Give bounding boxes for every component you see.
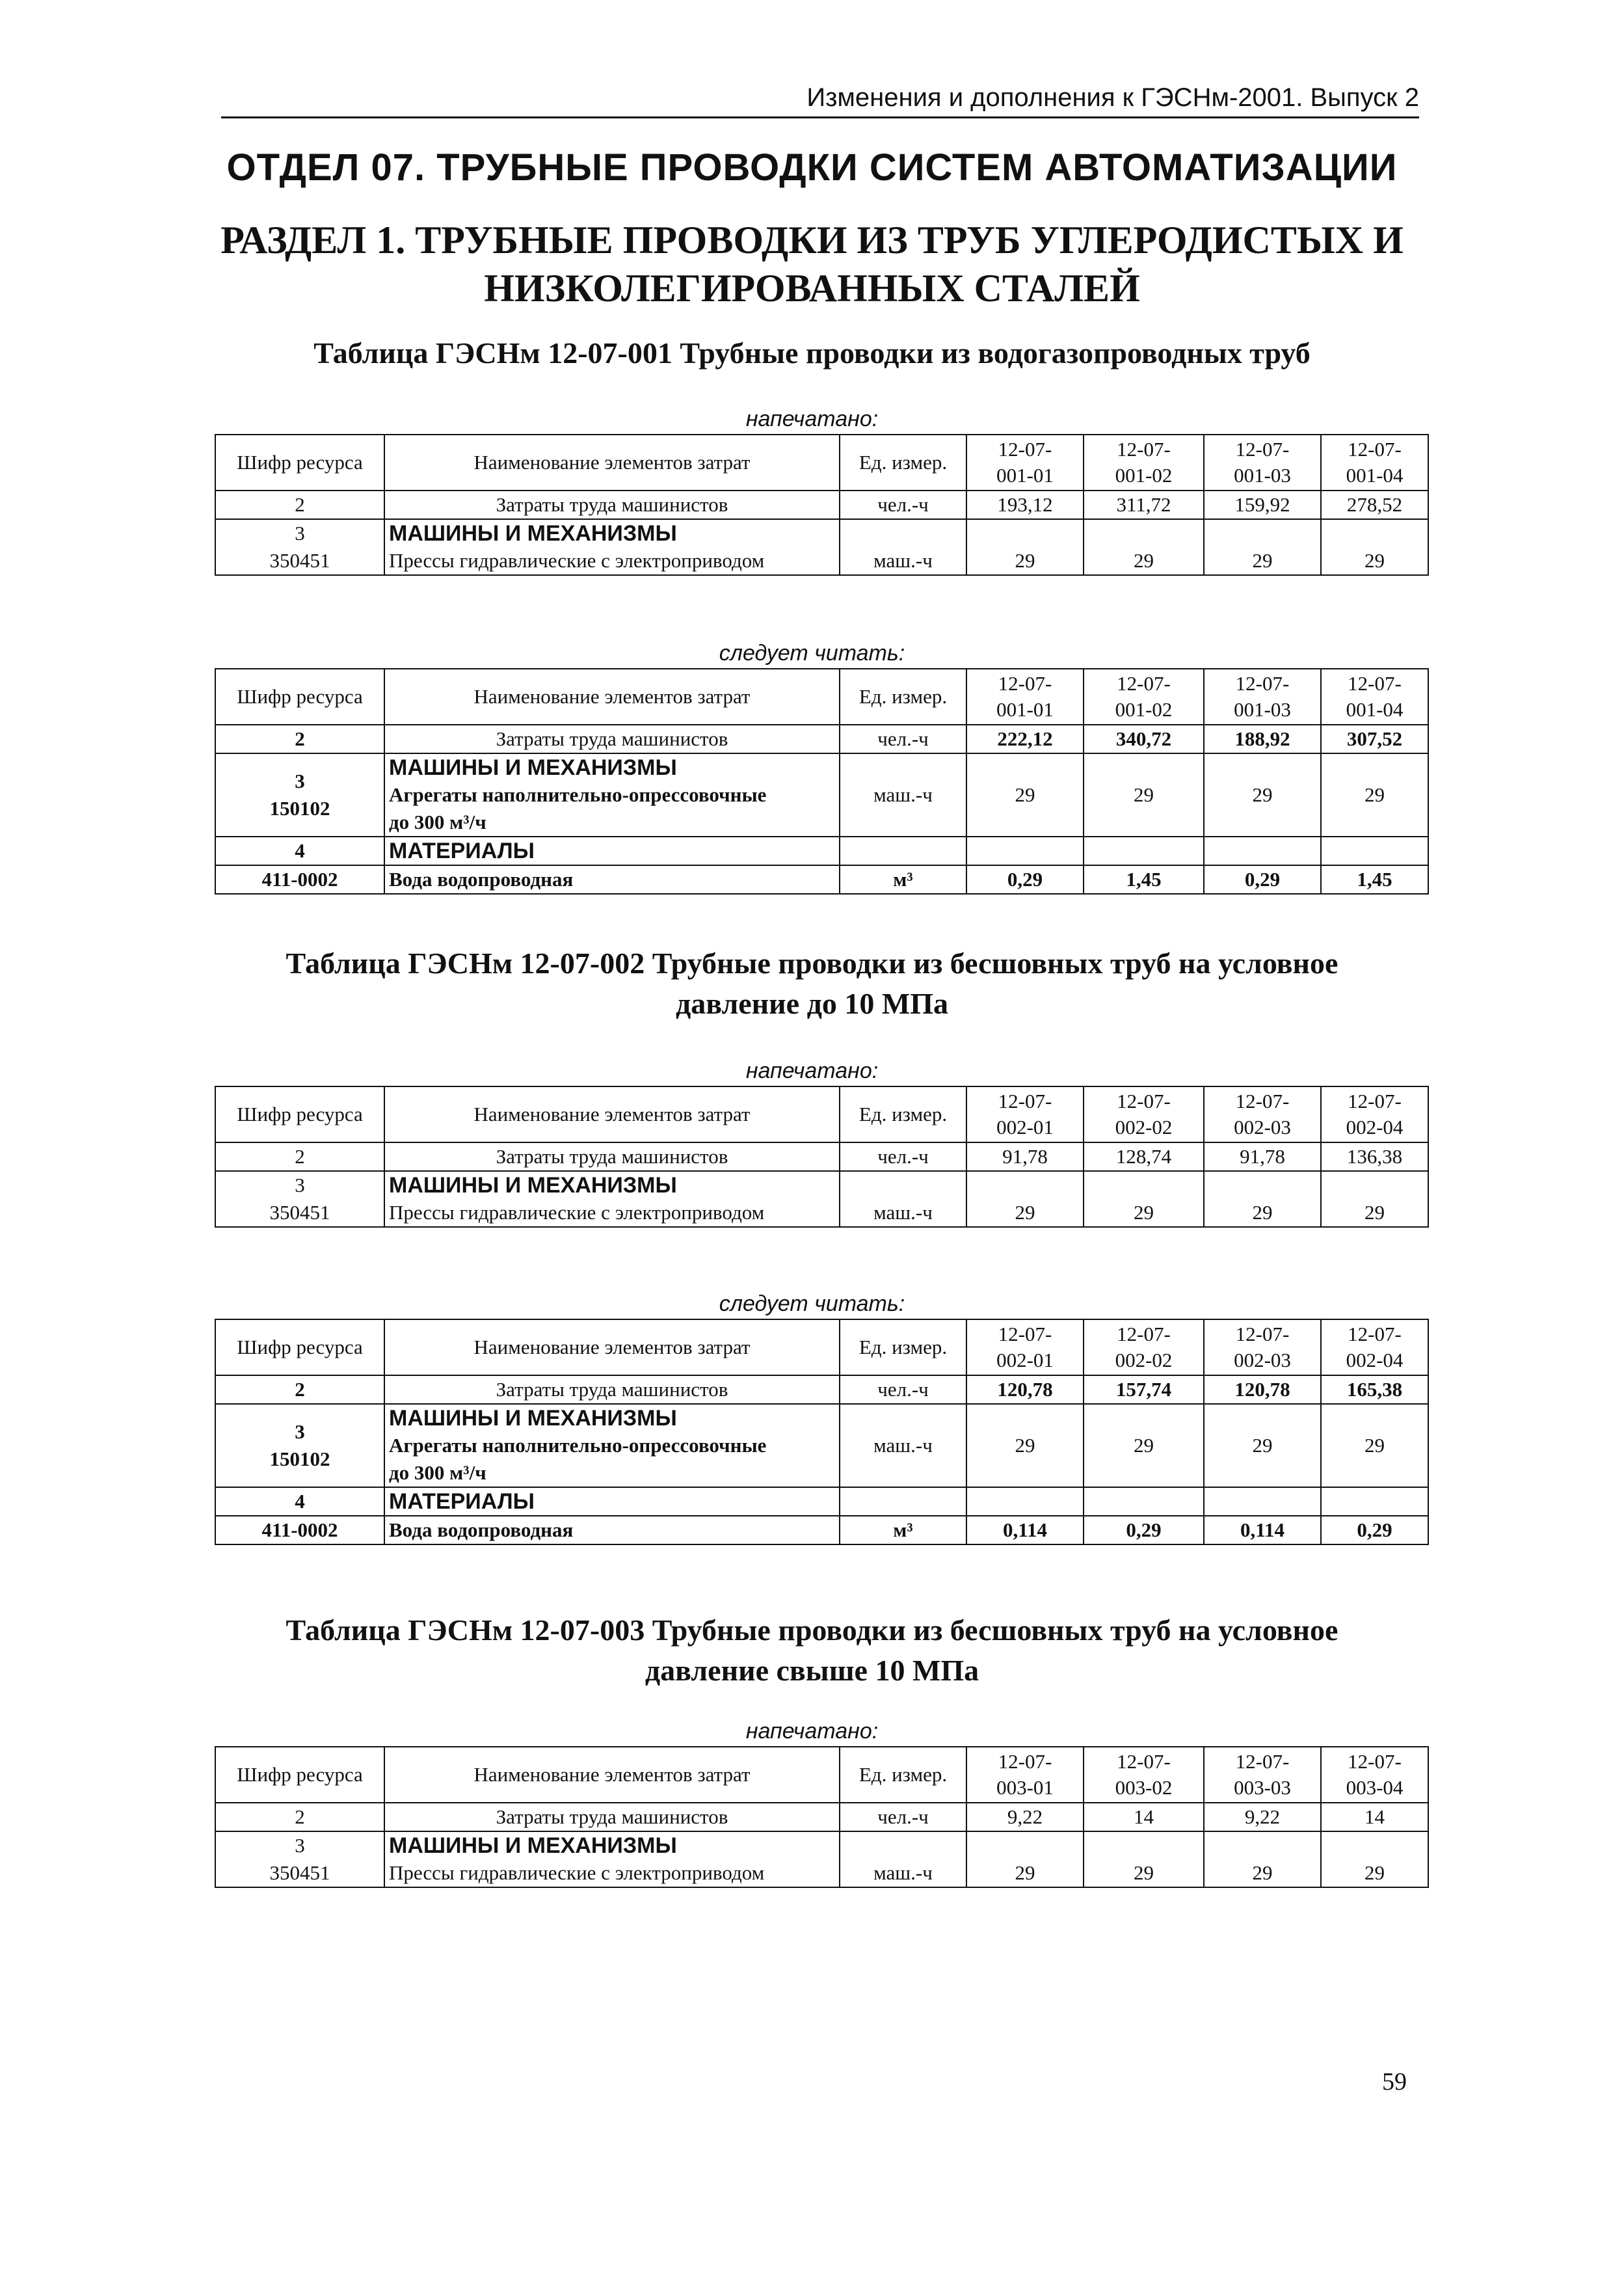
table-cell: 91,78 — [966, 1142, 1084, 1171]
value: 29 — [1321, 753, 1428, 837]
table-cell: 136,38 — [1321, 1142, 1428, 1171]
table-cell: 29 — [1204, 1171, 1321, 1227]
table-row — [215, 491, 1428, 519]
text-line: 001-04 — [1346, 464, 1404, 487]
table-002-corrected — [215, 1319, 1429, 1545]
unit: м³ — [840, 865, 966, 894]
header-cell: Шифр ресурса — [215, 1086, 384, 1142]
text-line: 12-07- — [1117, 1750, 1171, 1773]
table-cell — [384, 1171, 840, 1227]
header-row — [215, 1086, 1428, 1142]
table-cell: 0,114 — [1204, 1516, 1321, 1544]
department-title: ОТДЕЛ 07. ТРУБНЫЕ ПРОВОДКИ СИСТЕМ АВТОМАТИЗАЦИИ — [226, 146, 1398, 189]
table-001-corrected — [215, 668, 1429, 895]
col-name-header: Наименование элементов затрат — [384, 669, 840, 725]
text-line: Таблица ГЭСНм 12-07-002 Трубные проводки из бесшовных труб на условное — [286, 947, 1338, 980]
table-cell — [1204, 837, 1321, 865]
table-row — [215, 1831, 1428, 1887]
resource-code: 4 — [215, 837, 384, 865]
text-line: 002-03 — [1234, 1116, 1291, 1138]
value: 188,92 — [1204, 725, 1321, 753]
value: 340,72 — [1084, 725, 1204, 753]
table-cell: 29 — [1084, 1831, 1204, 1887]
text-line: 002-01 — [996, 1349, 1054, 1371]
col-code-header: Шифр ресурса — [215, 669, 384, 725]
text-line: 3 — [295, 770, 305, 792]
table-row — [215, 1803, 1428, 1831]
text-line: 002-04 — [1346, 1349, 1404, 1371]
resource-code — [215, 753, 384, 837]
table-cell: 29 — [966, 1171, 1084, 1227]
text-line: 12-07- — [1235, 438, 1290, 461]
table-cell: 120,78 — [1204, 1375, 1321, 1404]
header-cell — [1084, 1319, 1204, 1375]
text-line: 002-02 — [1115, 1349, 1173, 1371]
table-003-printed-note: напечатано: — [745, 1719, 879, 1744]
table-cell: м³ — [840, 1516, 966, 1544]
text-line: 002-01 — [996, 1116, 1054, 1138]
col-norm-header — [1084, 669, 1204, 725]
text-line: 12-07- — [998, 1750, 1052, 1773]
text-line: 12-07- — [1235, 1323, 1290, 1345]
table-cell: 2 — [215, 1375, 384, 1404]
value: 193,12 — [966, 491, 1084, 519]
section-title-line2: НИЗКОЛЕГИРОВАННЫХ СТАЛЕЙ — [484, 267, 1140, 310]
table-cell: 9,22 — [1204, 1803, 1321, 1831]
value: 29 — [1084, 519, 1204, 575]
table-001-printed-note: напечатано: — [745, 407, 879, 431]
text-line: 12-07- — [1348, 1090, 1402, 1112]
text-line: 003-04 — [1346, 1776, 1404, 1799]
header-cell: Наименование элементов затрат — [384, 1747, 840, 1803]
value: 29 — [966, 519, 1084, 575]
value: 159,92 — [1204, 491, 1321, 519]
table-001-printed — [215, 434, 1429, 576]
header-cell — [966, 1319, 1084, 1375]
table-cell: маш.-ч — [840, 1404, 966, 1487]
page-number: 59 — [1382, 2068, 1407, 2095]
text-line: 001-04 — [1346, 698, 1404, 721]
table-row — [215, 753, 1428, 837]
table-cell: 411-0002 — [215, 1516, 384, 1544]
table-cell — [384, 1831, 840, 1887]
value: 1,45 — [1084, 865, 1204, 894]
header-cell: Шифр ресурса — [215, 1319, 384, 1375]
table-cell — [1084, 1487, 1204, 1516]
table-cell: 2 — [215, 1142, 384, 1171]
value: 307,52 — [1321, 725, 1428, 753]
col-code-header: Шифр ресурса — [215, 435, 384, 491]
header-row — [215, 669, 1428, 725]
table-cell: Затраты труда машинистов — [384, 1375, 840, 1404]
table-row — [215, 1375, 1428, 1404]
resource-code: 2 — [215, 491, 384, 519]
resource-name: Вода водопроводная — [384, 865, 840, 894]
table-003-printed — [215, 1746, 1429, 1888]
text-line — [215, 435, 1428, 575]
text-line — [215, 669, 1428, 894]
table-row — [215, 725, 1428, 753]
text-line: 12-07- — [1348, 1323, 1402, 1345]
table-row — [215, 865, 1428, 894]
text-line: 001-02 — [1115, 698, 1173, 721]
table-cell — [1321, 837, 1428, 865]
header-cell — [1321, 1747, 1428, 1803]
table-cell — [215, 1404, 384, 1487]
table-cell: 0,29 — [1321, 1516, 1428, 1544]
header-cell — [1084, 1747, 1204, 1803]
table-cell: 0,29 — [1084, 1516, 1204, 1544]
text-line: 001-03 — [1234, 698, 1291, 721]
table-row — [215, 519, 1428, 575]
col-norm-header — [1204, 669, 1321, 725]
table-cell: 29 — [966, 1404, 1084, 1487]
text-line: до 300 м³/ч — [389, 1461, 486, 1484]
table-cell — [1084, 837, 1204, 865]
table-cell — [966, 1487, 1084, 1516]
text-line — [215, 1747, 1428, 1887]
unit: чел.-ч — [840, 491, 966, 519]
table-cell — [840, 837, 966, 865]
text-line: 12-07- — [1348, 438, 1402, 461]
unit: маш.-ч — [840, 753, 966, 837]
resource-code — [215, 519, 384, 575]
text-line: 001-01 — [996, 698, 1054, 721]
text-line: 002-04 — [1346, 1116, 1404, 1138]
table-002-printed-note: напечатано: — [745, 1058, 879, 1083]
col-name-header: Наименование элементов затрат — [384, 435, 840, 491]
table-cell: 165,38 — [1321, 1375, 1428, 1404]
text-line: Агрегаты наполнительно-опрессовочные — [389, 783, 767, 806]
text-line: давление свыше 10 МПа — [645, 1654, 979, 1687]
resource-name — [384, 753, 840, 837]
text-line: МАШИНЫ И МЕХАНИЗМЫ — [389, 1833, 677, 1858]
text-line: до 300 м³/ч — [389, 811, 486, 833]
header-cell — [1321, 1319, 1428, 1375]
table-cell — [1321, 1487, 1428, 1516]
table-cell: 29 — [966, 1831, 1084, 1887]
table-001-corrected-note: следует читать: — [719, 641, 905, 666]
table-cell: МАТЕРИАЛЫ — [384, 1487, 840, 1516]
text-line: 3 — [295, 1834, 305, 1857]
value: 29 — [1321, 519, 1428, 575]
text-line: 002-02 — [1115, 1116, 1173, 1138]
header-cell — [1084, 1086, 1204, 1142]
table-cell: 128,74 — [1084, 1142, 1204, 1171]
text-line: 002-03 — [1234, 1349, 1291, 1371]
text-line: МАШИНЫ И МЕХАНИЗМЫ — [389, 1406, 677, 1431]
col-norm-header — [1084, 435, 1204, 491]
table-cell: 29 — [1321, 1404, 1428, 1487]
text-line: Прессы гидравлические с электроприводом — [389, 1861, 765, 1884]
text-line — [215, 1319, 1428, 1544]
col-unit-header: Ед. измер. — [840, 669, 966, 725]
header-cell: Наименование элементов затрат — [384, 1086, 840, 1142]
text-line: 150102 — [269, 1448, 330, 1470]
text-line: 001-01 — [996, 464, 1054, 487]
resource-name — [384, 519, 840, 575]
table-cell: 120,78 — [966, 1375, 1084, 1404]
text-line: Прессы гидравлические с электроприводом — [389, 1201, 765, 1224]
header-row — [215, 435, 1428, 491]
value: 1,45 — [1321, 865, 1428, 894]
table-cell: 29 — [1321, 1831, 1428, 1887]
text-line: 12-07- — [1235, 1750, 1290, 1773]
value: 222,12 — [966, 725, 1084, 753]
table-cell: 0,114 — [966, 1516, 1084, 1544]
table-cell: 29 — [1204, 1404, 1321, 1487]
text-line: 12-07- — [1117, 1323, 1171, 1345]
text-line: 12-07- — [1348, 1750, 1402, 1773]
table-cell: 29 — [1084, 1404, 1204, 1487]
value: 29 — [966, 753, 1084, 837]
table-cell: 29 — [1084, 1171, 1204, 1227]
text-line: 3 — [295, 522, 305, 545]
text-line: МАШИНЫ И МЕХАНИЗМЫ — [389, 521, 677, 546]
value: 0,29 — [966, 865, 1084, 894]
header-row — [215, 1747, 1428, 1803]
header-cell: Ед. измер. — [840, 1319, 966, 1375]
col-norm-header — [966, 435, 1084, 491]
text-line: 001-02 — [1115, 464, 1173, 487]
text-line: Агрегаты наполнительно-опрессовочные — [389, 1434, 767, 1457]
table-cell: Затраты труда машинистов — [384, 1142, 840, 1171]
col-unit-header: Ед. измер. — [840, 435, 966, 491]
text-line: 001-03 — [1234, 464, 1291, 487]
header-cell — [1321, 1086, 1428, 1142]
text-line: 12-07- — [1117, 438, 1171, 461]
table-cell: 4 — [215, 1487, 384, 1516]
table-row — [215, 1487, 1428, 1516]
table-cell — [1204, 1487, 1321, 1516]
col-norm-header — [1204, 435, 1321, 491]
text-line: 350451 — [269, 549, 330, 572]
value: 0,29 — [1204, 865, 1321, 894]
table-cell: 29 — [1321, 1171, 1428, 1227]
section-title-line1: РАЗДЕЛ 1. ТРУБНЫЕ ПРОВОДКИ ИЗ ТРУБ УГЛЕРОДИСТЫХ И — [220, 219, 1404, 262]
text-line: 12-07- — [998, 1323, 1052, 1345]
text-line: 12-07- — [998, 672, 1052, 695]
value: 29 — [1204, 519, 1321, 575]
text-line: Таблица ГЭСНм 12-07-003 Трубные проводки из бесшовных труб на условное — [286, 1613, 1338, 1647]
table-cell: маш.-ч — [840, 1171, 966, 1227]
table-cell: маш.-ч — [840, 1831, 966, 1887]
text-line: давление до 10 МПа — [675, 987, 949, 1020]
text-line: 12-07- — [998, 1090, 1052, 1112]
header-cell — [1204, 1319, 1321, 1375]
table-row — [215, 1516, 1428, 1544]
header-cell: Шифр ресурса — [215, 1747, 384, 1803]
col-norm-header — [966, 669, 1084, 725]
table-cell: 157,74 — [1084, 1375, 1204, 1404]
text-line: 150102 — [269, 797, 330, 820]
text-line: 003-01 — [996, 1776, 1054, 1799]
table-cell: 14 — [1084, 1803, 1204, 1831]
table-row — [215, 1142, 1428, 1171]
header-cell — [1204, 1086, 1321, 1142]
table-cell: Затраты труда машинистов — [384, 1803, 840, 1831]
table-cell: 14 — [1321, 1803, 1428, 1831]
text-line: 12-07- — [1235, 672, 1290, 695]
text-line: МАШИНЫ И МЕХАНИЗМЫ — [389, 1173, 677, 1198]
col-norm-header — [1321, 669, 1428, 725]
text-line: 12-07- — [1117, 1090, 1171, 1112]
value: 278,52 — [1321, 491, 1428, 519]
table-cell: чел.-ч — [840, 1803, 966, 1831]
header-row — [215, 1319, 1428, 1375]
text-line: 350451 — [269, 1201, 330, 1224]
table-002-caption — [0, 943, 1624, 1024]
text-line: 12-07- — [1348, 672, 1402, 695]
table-cell: чел.-ч — [840, 1142, 966, 1171]
table-cell — [215, 1831, 384, 1887]
table-row — [215, 1171, 1428, 1227]
text-line: 003-02 — [1115, 1776, 1173, 1799]
unit: чел.-ч — [840, 725, 966, 753]
resource-name: Затраты труда машинистов — [384, 491, 840, 519]
table-cell: чел.-ч — [840, 1375, 966, 1404]
table-cell: 91,78 — [1204, 1142, 1321, 1171]
resource-code: 2 — [215, 725, 384, 753]
header-cell: Ед. измер. — [840, 1086, 966, 1142]
table-cell — [384, 1404, 840, 1487]
header-cell — [1204, 1747, 1321, 1803]
header-cell — [966, 1747, 1084, 1803]
unit: маш.-ч — [840, 519, 966, 575]
table-cell — [215, 1171, 384, 1227]
value: 29 — [1204, 753, 1321, 837]
table-cell: 9,22 — [966, 1803, 1084, 1831]
running-header: Изменения и дополнения к ГЭСНм-2001. Выпуск 2 — [221, 83, 1419, 118]
text-line: 350451 — [269, 1861, 330, 1884]
text-line: 3 — [295, 1420, 305, 1443]
table-cell: Вода водопроводная — [384, 1516, 840, 1544]
text-line: 12-07- — [998, 438, 1052, 461]
table-cell: 29 — [1204, 1831, 1321, 1887]
value: 29 — [1084, 753, 1204, 837]
col-norm-header — [1321, 435, 1428, 491]
resource-name: МАТЕРИАЛЫ — [384, 837, 840, 865]
text-line — [215, 1086, 1428, 1227]
table-cell: 2 — [215, 1803, 384, 1831]
table-001-caption-line1: Таблица ГЭСНм 12-07-001 Трубные проводки из водогазопроводных труб — [313, 336, 1311, 370]
resource-name: Затраты труда машинистов — [384, 725, 840, 753]
text-line: Прессы гидравлические с электроприводом — [389, 549, 765, 572]
text-line: 003-03 — [1234, 1776, 1291, 1799]
value: 311,72 — [1084, 491, 1204, 519]
header-cell: Наименование элементов затрат — [384, 1319, 840, 1375]
table-002-corrected-note: следует читать: — [719, 1291, 905, 1316]
table-002-printed — [215, 1086, 1429, 1228]
header-cell — [966, 1086, 1084, 1142]
table-003-caption — [0, 1610, 1624, 1691]
table-cell — [966, 837, 1084, 865]
table-cell — [840, 1487, 966, 1516]
text-line: 3 — [295, 1174, 305, 1196]
resource-code: 411-0002 — [215, 865, 384, 894]
text-line: МАШИНЫ И МЕХАНИЗМЫ — [389, 755, 677, 780]
table-row — [215, 1404, 1428, 1487]
text-line: 12-07- — [1117, 672, 1171, 695]
table-001-caption — [0, 333, 1624, 373]
text-line: 12-07- — [1235, 1090, 1290, 1112]
header-cell: Ед. измер. — [840, 1747, 966, 1803]
table-row — [215, 837, 1428, 865]
section-title — [0, 216, 1624, 312]
